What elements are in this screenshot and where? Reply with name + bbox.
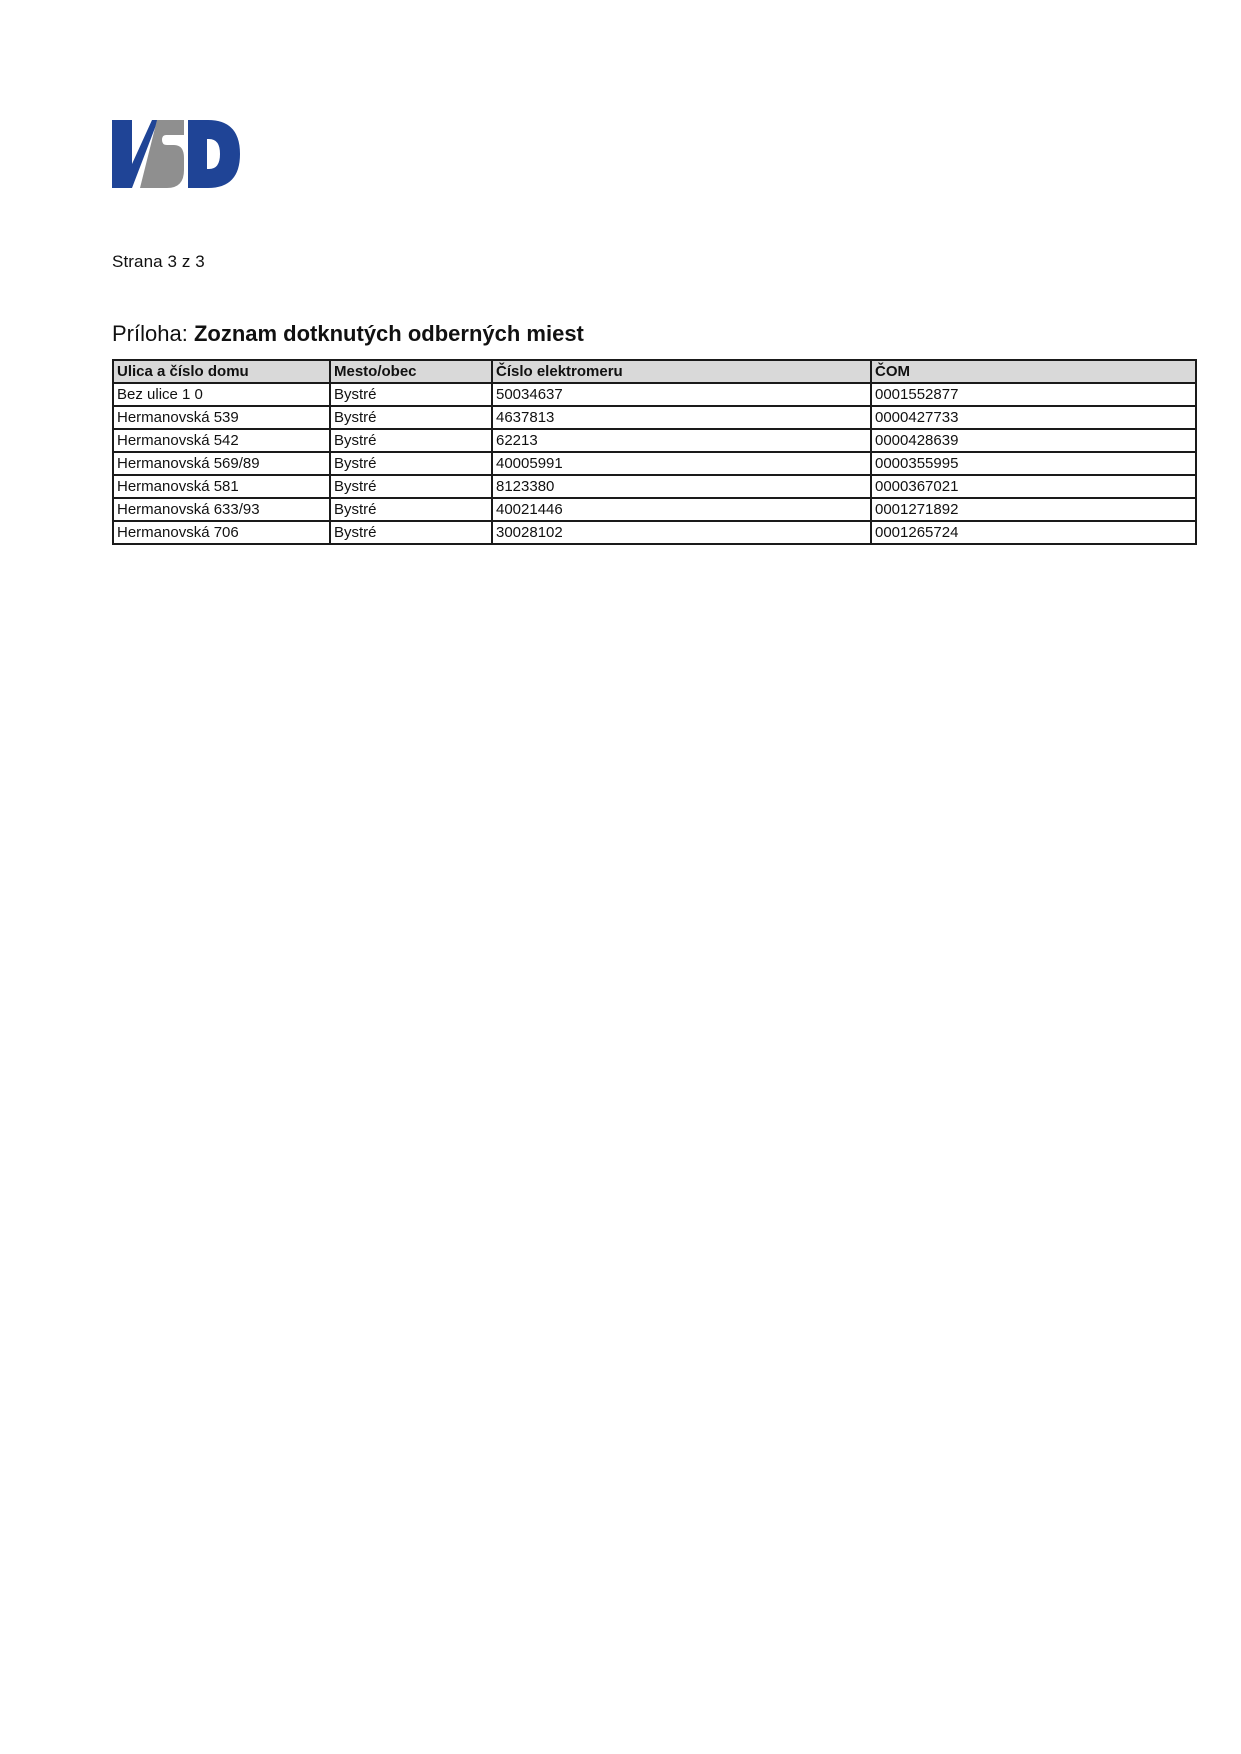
cell-com: 0000427733 [871, 406, 1196, 429]
cell-com: 0000428639 [871, 429, 1196, 452]
vsd-logo [112, 118, 240, 190]
cell-street: Hermanovská 581 [113, 475, 330, 498]
cell-meter-number: 40005991 [492, 452, 871, 475]
cell-street: Bez ulice 1 0 [113, 383, 330, 406]
table-row [113, 429, 1196, 452]
table-row [113, 383, 1196, 406]
table-row [113, 498, 1196, 521]
table-row [113, 452, 1196, 475]
annex-heading [112, 321, 584, 347]
cell-com: 0001271892 [871, 498, 1196, 521]
cell-city: Bystré [330, 406, 492, 429]
cell-street: Hermanovská 633/93 [113, 498, 330, 521]
annex-heading-title: Zoznam dotknutých odberných miest [193, 321, 584, 346]
cell-com: 0000367021 [871, 475, 1196, 498]
cell-street: Hermanovská 569/89 [113, 452, 330, 475]
cell-city: Bystré [330, 475, 492, 498]
cell-meter-number: 4637813 [492, 406, 871, 429]
cell-street: Hermanovská 706 [113, 521, 330, 544]
cell-city: Bystré [330, 429, 492, 452]
cell-meter-number: 30028102 [492, 521, 871, 544]
cell-meter-number: 62213 [492, 429, 871, 452]
header-com: ČOM [871, 360, 1196, 383]
cell-meter-number: 40021446 [492, 498, 871, 521]
table-row [113, 406, 1196, 429]
page-number: Strana 3 z 3 [112, 252, 205, 271]
table-row [113, 475, 1196, 498]
cell-com: 0000355995 [871, 452, 1196, 475]
cell-com: 0001552877 [871, 383, 1196, 406]
vsd-logo-mark [112, 118, 240, 190]
cell-meter-number: 50034637 [492, 383, 871, 406]
header-city: Mesto/obec [330, 360, 492, 383]
annex-heading-prefix: Príloha: [112, 321, 188, 346]
cell-city: Bystré [330, 383, 492, 406]
cell-meter-number: 8123380 [492, 475, 871, 498]
cell-street: Hermanovská 539 [113, 406, 330, 429]
affected-places-table [112, 359, 1197, 545]
header-meter-number: Číslo elektromeru [492, 360, 871, 383]
cell-city: Bystré [330, 498, 492, 521]
cell-city: Bystré [330, 521, 492, 544]
table-header-row [113, 360, 1196, 383]
cell-street: Hermanovská 542 [113, 429, 330, 452]
cell-city: Bystré [330, 452, 492, 475]
header-street: Ulica a číslo domu [113, 360, 330, 383]
cell-com: 0001265724 [871, 521, 1196, 544]
table-row [113, 521, 1196, 544]
